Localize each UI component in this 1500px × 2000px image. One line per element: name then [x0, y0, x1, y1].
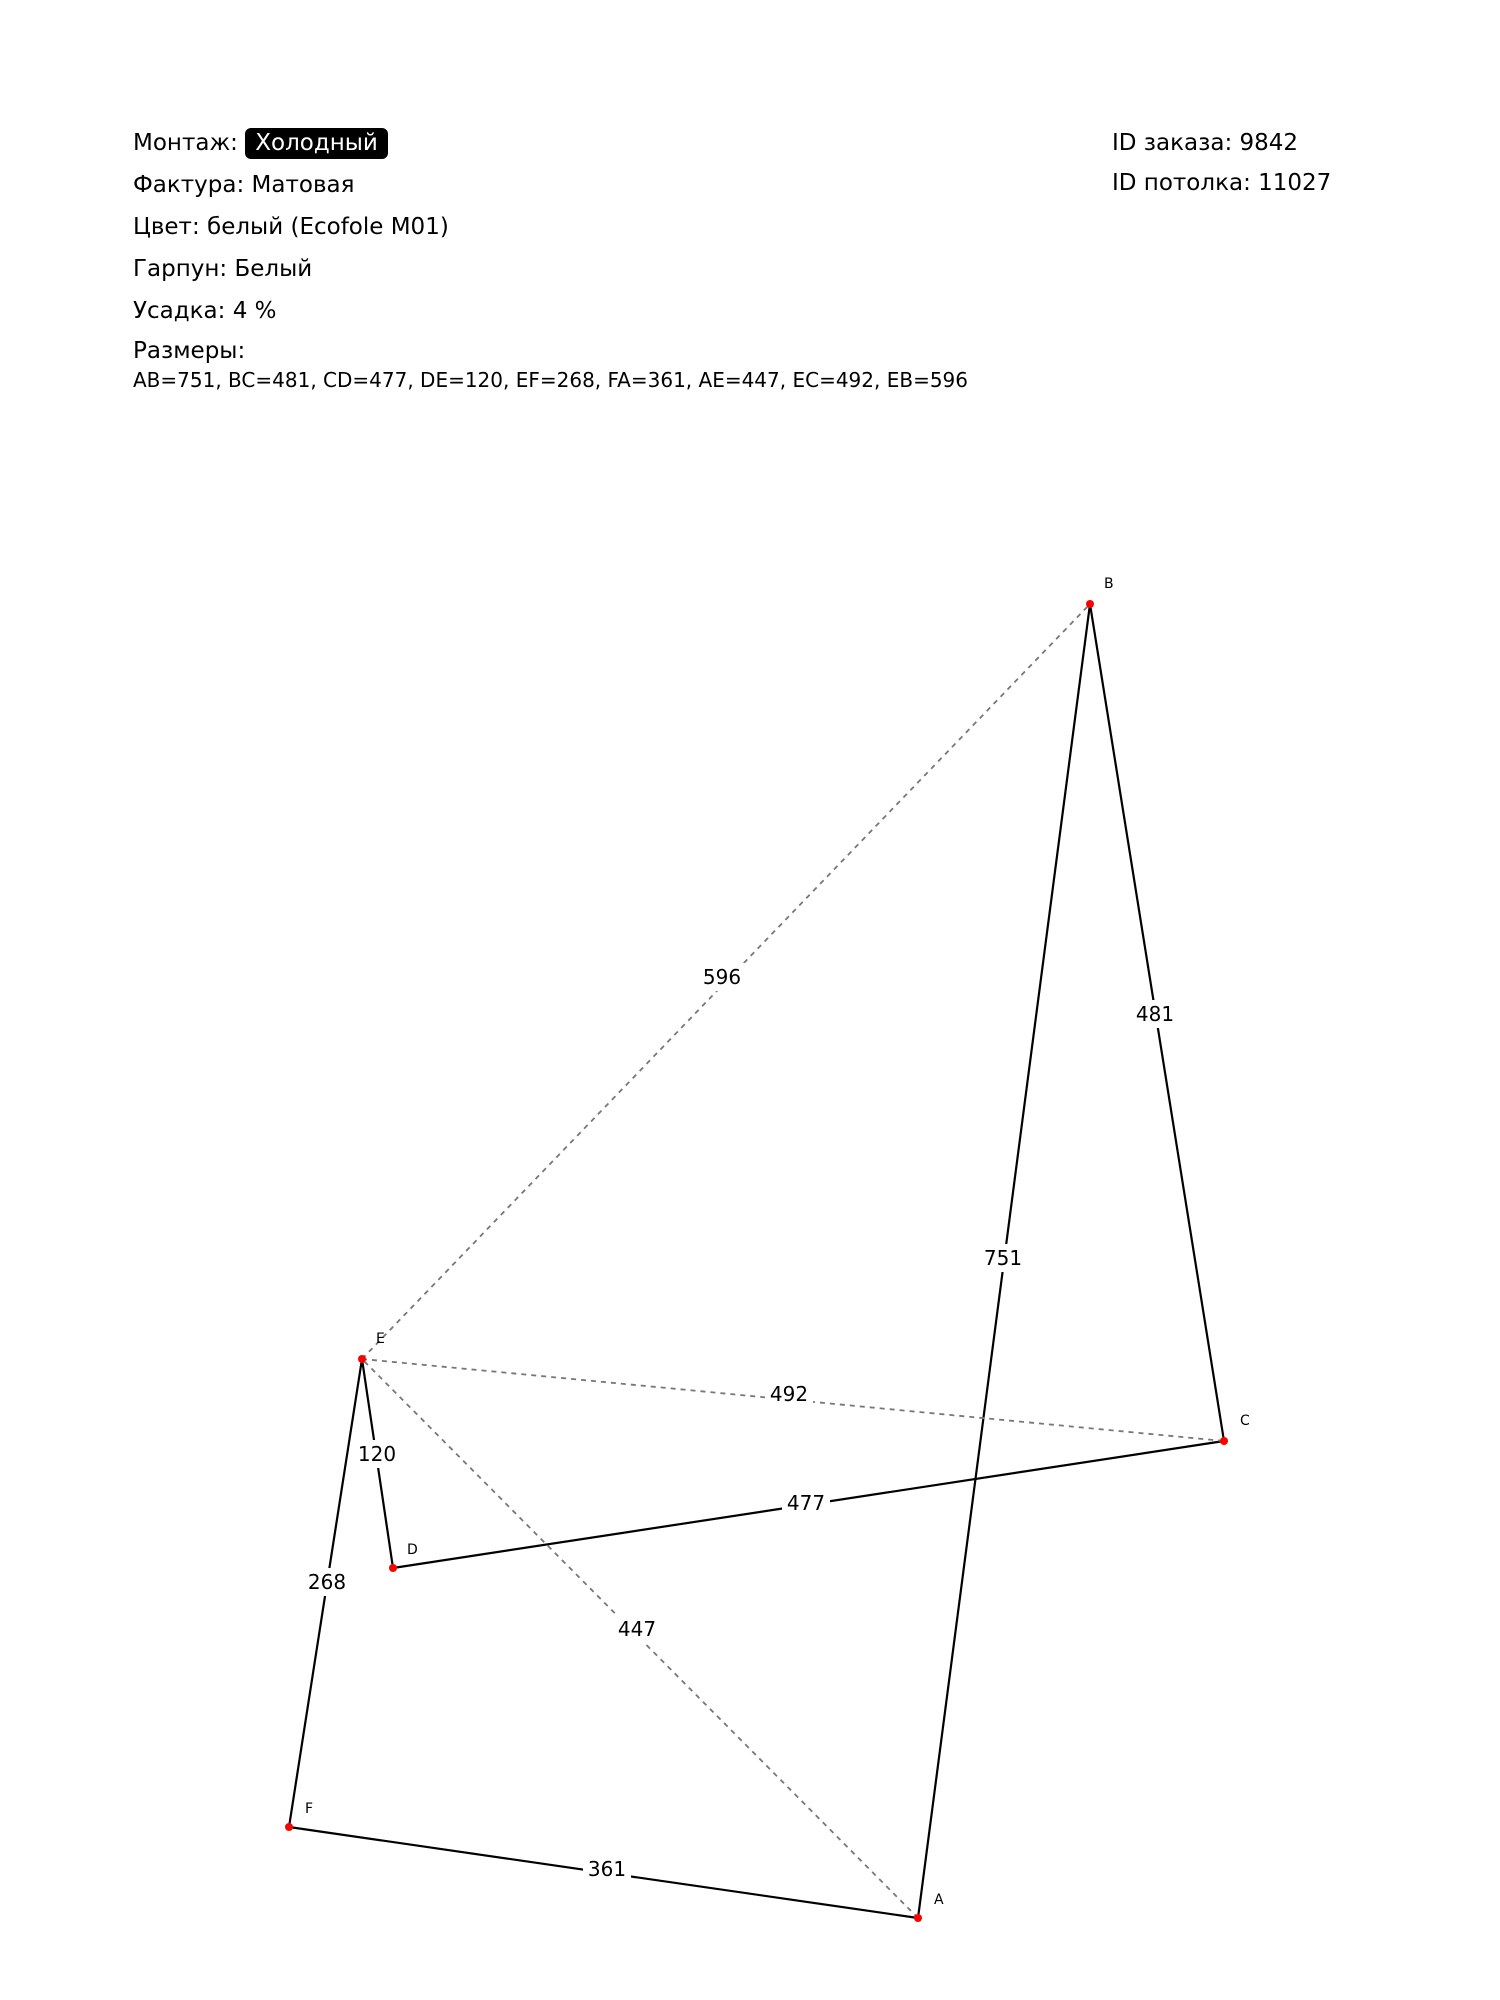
- edge-label-bc: 481: [1135, 1002, 1175, 1026]
- edge-label-eb: 596: [702, 965, 742, 989]
- point-label-c: C: [1240, 1413, 1250, 1429]
- ceiling-id: ID потолка: 11027: [1112, 170, 1332, 196]
- point-c: [1220, 1437, 1228, 1445]
- point-a: [914, 1914, 922, 1922]
- shrink-row: Усадка: 4 %: [133, 298, 277, 324]
- sizes-title: Размеры:: [133, 338, 246, 364]
- edges-group: [289, 604, 1224, 1918]
- edge-label-ef: 268: [307, 1570, 347, 1594]
- edge-label-ae: 447: [617, 1617, 657, 1641]
- texture-row: Фактура: Матовая: [133, 172, 355, 198]
- edge-label-de: 120: [357, 1442, 397, 1466]
- color-row: Цвет: белый (Ecofole M01): [133, 214, 449, 240]
- point-label-d: D: [407, 1542, 418, 1558]
- point-label-e: E: [376, 1331, 385, 1347]
- point-label-f: F: [305, 1801, 314, 1817]
- sizes-list: AB=751, BC=481, CD=477, DE=120, EF=268, FA=361, AE=447, EC=492, EB=596: [133, 368, 969, 392]
- point-label-b: B: [1104, 576, 1114, 592]
- edge-label-ab: 751: [983, 1246, 1023, 1270]
- point-f: [285, 1823, 293, 1831]
- point-b: [1086, 600, 1094, 608]
- montage-label: Монтаж:: [133, 130, 238, 156]
- order-id: ID заказа: 9842: [1112, 130, 1299, 156]
- point-d: [389, 1564, 397, 1572]
- edge-label-cd: 477: [786, 1491, 826, 1515]
- harpoon-row: Гарпун: Белый: [133, 256, 313, 282]
- point-label-a: A: [934, 1892, 944, 1908]
- edge-labels-group: [303, 963, 1179, 1883]
- edge-label-ec: 492: [769, 1382, 809, 1406]
- edge-label-fa: 361: [587, 1857, 627, 1881]
- montage-badge: Холодный: [245, 128, 388, 159]
- point-e: [358, 1355, 366, 1363]
- points-group: [285, 576, 1250, 1922]
